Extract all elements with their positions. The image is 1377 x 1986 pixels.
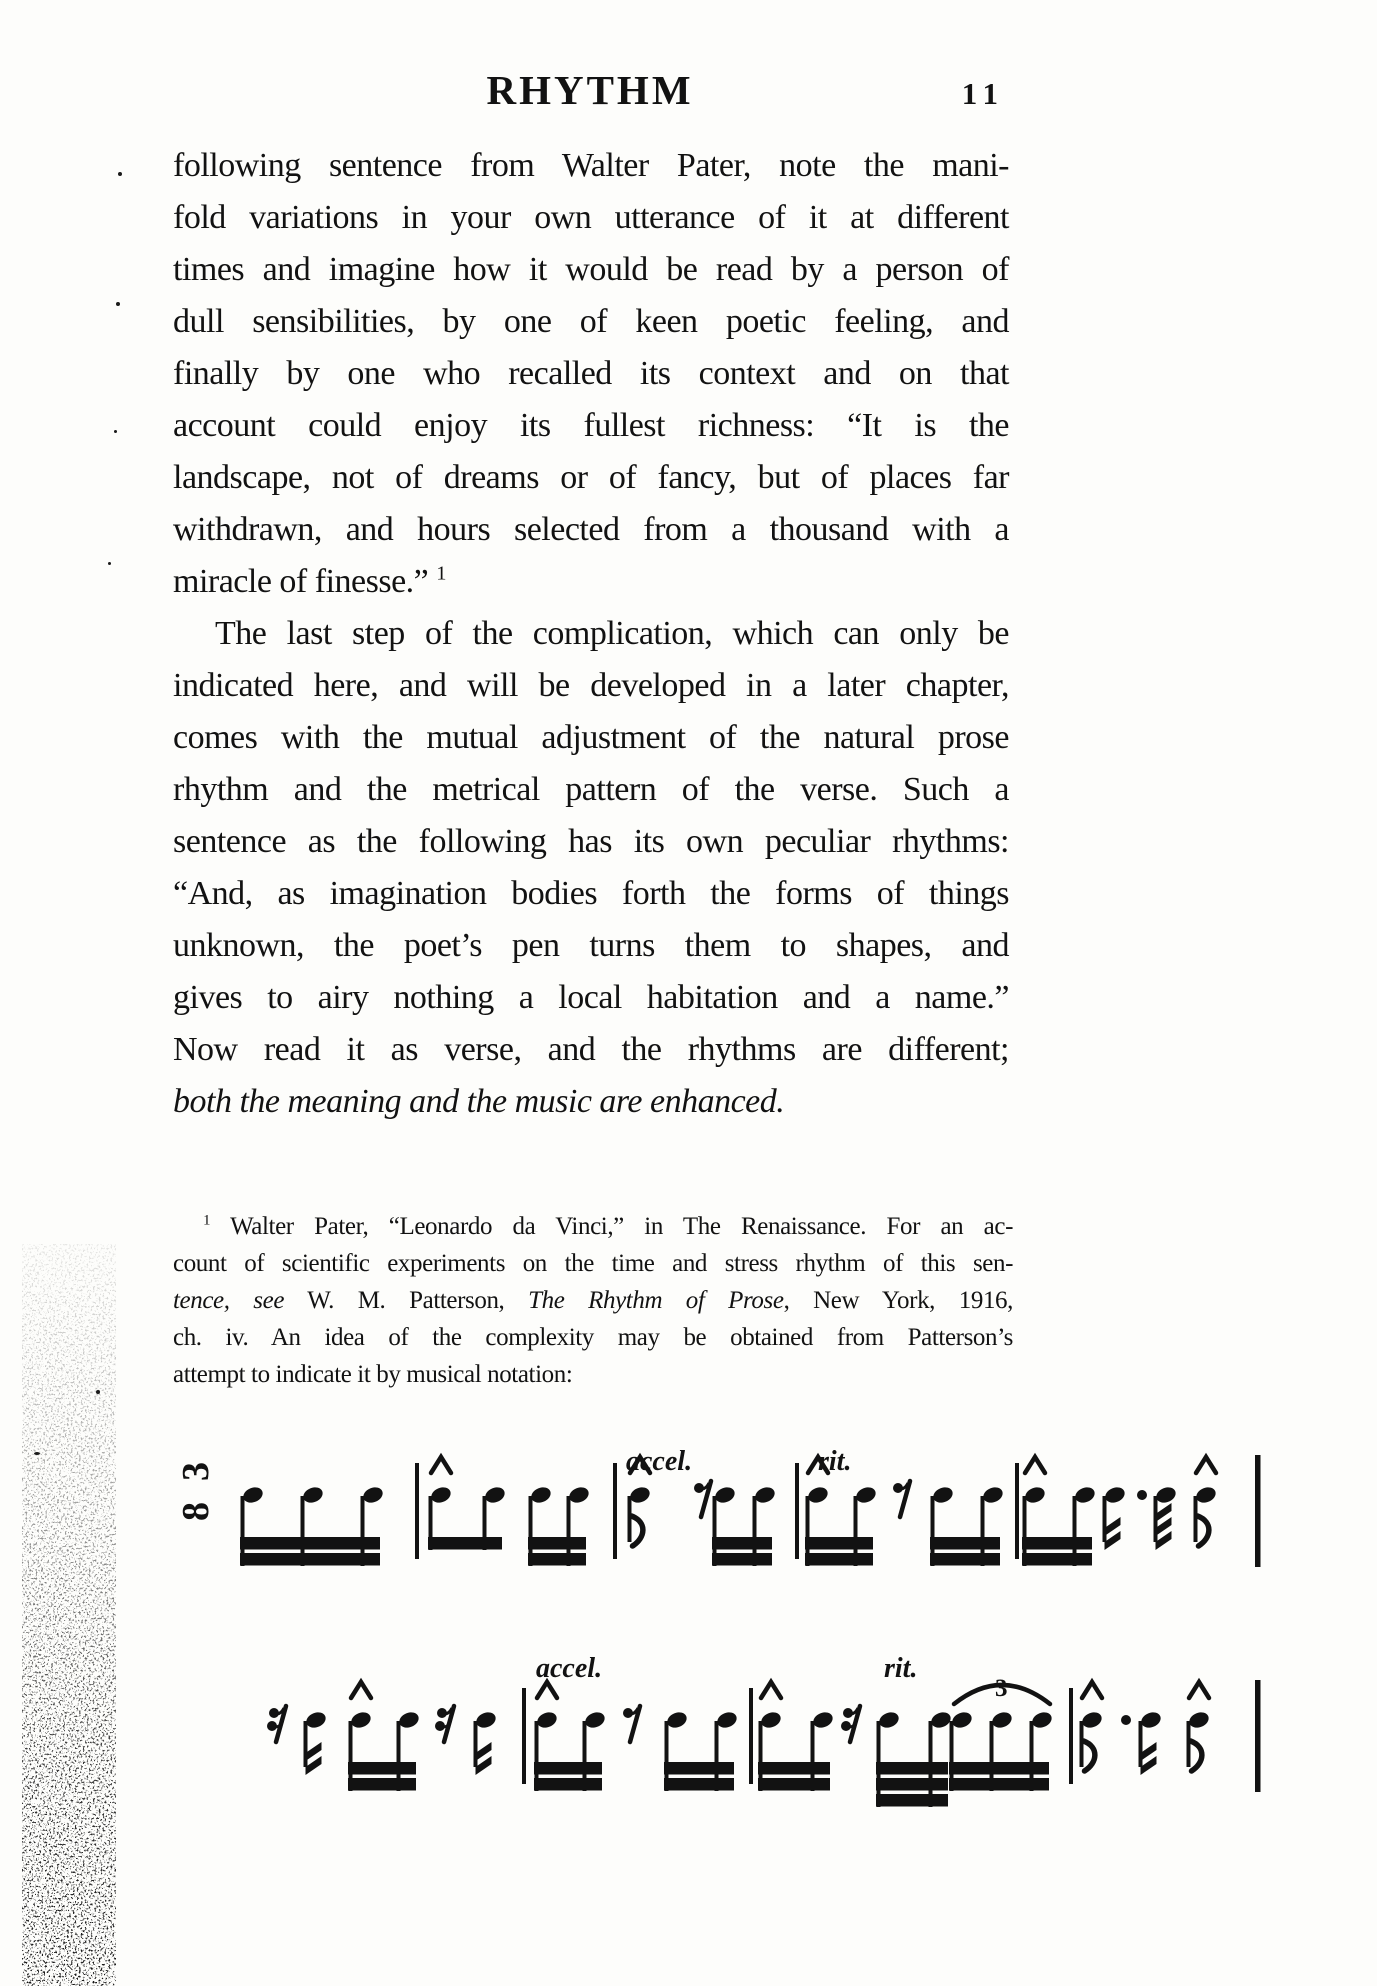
- running-head: [172, 66, 1008, 114]
- text-line: gives to airy nothing a local habitation and a name.”: [173, 979, 1009, 1016]
- beamed-note-group: [1022, 1457, 1097, 1566]
- beamed-note-group: [534, 1682, 607, 1791]
- barline: [522, 1688, 526, 1784]
- rest-symbol: [694, 1481, 711, 1517]
- beamed-note-group: [876, 1710, 953, 1807]
- text-line: both the meaning and the music are enhanced.: [173, 1083, 785, 1120]
- text-line: tence, see W. M. Patterson, The Rhythm of Prose, New York, 1916,: [173, 1287, 1013, 1314]
- single-note: [1194, 1457, 1218, 1546]
- svg-text:accel.: accel.: [626, 1446, 693, 1477]
- text-line: account could enjoy its fullest richness: “It is the: [173, 407, 1009, 444]
- text-line: $^1$ Walter Pater, “Leonardo da Vinci,” in The Renaissance. For an ac-: [203, 1212, 1013, 1240]
- text-line: count of scientific experiments on the time and stress rhythm of this sen-: [173, 1250, 1013, 1277]
- triplet-group: [949, 1675, 1054, 1791]
- beamed-note-group: [664, 1710, 739, 1791]
- tempo-label: [884, 1653, 917, 1684]
- svg-text:8: 8: [175, 1502, 217, 1521]
- single-note: [1139, 1710, 1163, 1775]
- barline: [1069, 1688, 1073, 1784]
- final-barline: [1255, 1455, 1261, 1567]
- scan-speck: [34, 1452, 40, 1455]
- text-line: sentence as the following has its own peculiar rhythms:: [173, 823, 1009, 860]
- body-text: [173, 140, 1009, 1128]
- beamed-note-group: [348, 1682, 421, 1791]
- text-line: ch. iv. An idea of the complexity may be obtained from Patterson’s: [173, 1324, 1013, 1351]
- single-note: [304, 1710, 328, 1775]
- svg-text:accel.: accel.: [536, 1653, 603, 1684]
- rest-symbol: [893, 1481, 910, 1517]
- text-line: times and imagine how it would be read by a person of: [173, 251, 1009, 288]
- scan-speck: [116, 302, 120, 306]
- scan-speck: [108, 562, 111, 565]
- final-barline: [1255, 1680, 1261, 1792]
- beamed-note-group: [428, 1457, 507, 1550]
- paragraph: [173, 608, 1009, 1128]
- single-note: [474, 1710, 498, 1775]
- augmentation-dot: [1137, 1490, 1147, 1500]
- time-signature-3-8: [175, 1462, 217, 1521]
- beamed-note-group: [758, 1682, 835, 1791]
- text-line: dull sensibilities, by one of keen poetic feeling, and: [173, 303, 1009, 340]
- barline: [613, 1463, 617, 1559]
- beamed-note-group: [528, 1485, 591, 1566]
- text-line: unknown, the poet’s pen turns them to shapes, and: [173, 927, 1009, 964]
- text-line: following sentence from Walter Pater, note the mani-: [173, 147, 1009, 184]
- scan-speck: [118, 172, 122, 176]
- single-note: [1103, 1485, 1127, 1550]
- barline: [1015, 1463, 1019, 1559]
- text-line: indicated here, and will be developed in a later chapter,: [173, 667, 1009, 704]
- text-line: comes with the mutual adjustment of the natural prose: [173, 719, 1009, 756]
- svg-text:3: 3: [175, 1462, 217, 1481]
- beamed-note-group: [240, 1485, 385, 1566]
- barline: [415, 1463, 419, 1559]
- scan-noise-artifact: [6, 1244, 176, 1986]
- scan-speck: [114, 430, 117, 433]
- svg-text:rit.: rit.: [818, 1446, 852, 1477]
- beamed-note-group: [712, 1485, 777, 1566]
- text-line: attempt to indicate it by musical notation:: [173, 1361, 573, 1388]
- single-note: [1154, 1485, 1178, 1550]
- svg-text:3: 3: [995, 1675, 1008, 1702]
- text-line: withdrawn, and hours selected from a thousand with a: [173, 511, 1009, 548]
- single-note: [1187, 1682, 1211, 1771]
- footnote: [173, 1208, 1013, 1393]
- text-line: miracle of finesse.” $^1$: [173, 562, 446, 600]
- page-title: RHYTHM: [486, 67, 694, 113]
- tempo-label: [536, 1653, 602, 1684]
- paragraph: [173, 1208, 1013, 1393]
- rest-symbol: [267, 1706, 286, 1742]
- single-note: [1080, 1682, 1104, 1771]
- text-line: fold variations in your own utterance of it at different: [173, 199, 1009, 236]
- text-line: landscape, not of dreams or of fancy, but of places far: [173, 459, 1009, 496]
- rest-symbol: [623, 1706, 640, 1742]
- text-line: rhythm and the metrical pattern of the verse. Such a: [173, 771, 1009, 808]
- augmentation-dot: [1121, 1715, 1131, 1725]
- music-notation-line-1: [168, 1440, 1308, 1605]
- rest-symbol: [841, 1706, 860, 1742]
- barline: [795, 1463, 799, 1559]
- beamed-note-group: [930, 1485, 1005, 1566]
- page-number: 11: [961, 76, 1005, 111]
- svg-text:rit.: rit.: [884, 1653, 918, 1684]
- scan-speck: [96, 1390, 100, 1394]
- text-line: “And, as imagination bodies forth the forms of things: [173, 875, 1009, 912]
- barline: [749, 1688, 753, 1784]
- rest-symbol: [435, 1706, 454, 1742]
- text-line: finally by one who recalled its context and on that: [173, 355, 1009, 392]
- music-notation-line-2: [168, 1645, 1308, 1830]
- paragraph: [173, 140, 1009, 608]
- text-line: Now read it as verse, and the rhythms are different;: [173, 1031, 1009, 1068]
- text-line: The last step of the complication, which can only be: [215, 615, 1009, 652]
